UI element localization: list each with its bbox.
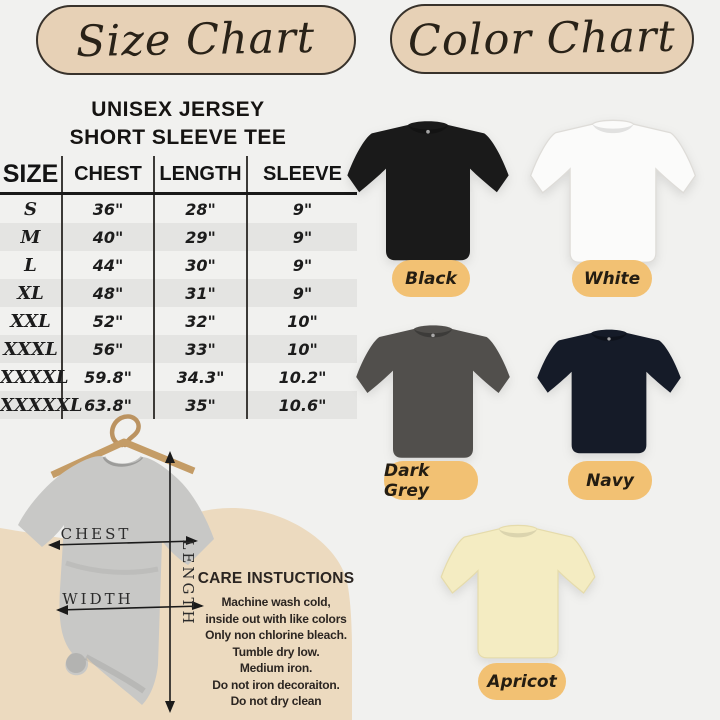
product-name-line1: UNISEX JERSEY <box>91 98 265 121</box>
cell: 10" <box>287 311 318 331</box>
size-table-header-row <box>0 156 357 194</box>
cell: 56" <box>62 335 154 363</box>
cell: 30" <box>154 251 247 279</box>
color-label-dark-grey: Dark Grey <box>384 461 478 500</box>
table-row <box>0 194 357 224</box>
care-line: Do not dry clean <box>230 694 322 708</box>
color-chart-title: Color Chart <box>407 11 677 67</box>
cell: 28" <box>154 194 247 224</box>
cell: 9" <box>292 199 313 219</box>
cell: 40" <box>62 223 154 251</box>
cell: 36" <box>62 194 154 224</box>
cell: L <box>0 251 62 279</box>
tee-swatch-apricot <box>438 509 598 669</box>
table-row <box>0 251 357 279</box>
table-row <box>0 363 357 391</box>
table-row <box>0 279 357 307</box>
cell: 59.8" <box>62 363 154 391</box>
size-chart-title-pill <box>36 5 356 75</box>
cell: 31" <box>154 279 247 307</box>
color-chart-title-pill <box>390 4 694 74</box>
care-line: Do not iron decoraiton. <box>212 677 340 692</box>
cell: M <box>0 223 62 251</box>
table-row <box>0 307 357 335</box>
cell: 44" <box>62 251 154 279</box>
neck-tag-dot <box>431 334 435 338</box>
cell: 29" <box>154 223 247 251</box>
color-label-black: Black <box>392 260 470 297</box>
cell: 48" <box>62 279 154 307</box>
col-header-length: LENGTH <box>154 156 247 194</box>
cell: 52" <box>62 307 154 335</box>
cell: XXXXXL <box>0 391 62 419</box>
table-row <box>0 335 357 363</box>
cell: XL <box>0 279 62 307</box>
cell: XXL <box>0 307 62 335</box>
width-measure-label: WIDTH <box>62 590 134 608</box>
cell: 32" <box>154 307 247 335</box>
length-measure-label: LENGTH <box>179 539 197 627</box>
neck-tag-dot <box>426 130 430 134</box>
col-header-sleeve: SLEEVE <box>247 156 357 194</box>
cell: 63.8" <box>62 391 154 419</box>
cell: 10.6" <box>278 395 327 415</box>
care-line: inside out with like colors <box>205 611 347 626</box>
chest-measure-label: CHEST <box>60 525 132 543</box>
care-instructions-panel <box>190 570 362 710</box>
color-label-navy: Navy <box>568 461 652 500</box>
cell: S <box>0 194 62 224</box>
cell: 33" <box>154 335 247 363</box>
cell: 10" <box>287 339 318 359</box>
neck-tag-dot <box>607 337 610 340</box>
color-label-white: White <box>572 260 652 297</box>
care-line: Only non chlorine bleach. <box>205 628 347 642</box>
cell: XXXL <box>0 335 62 363</box>
tee-swatch-black <box>344 108 512 268</box>
cell: 35" <box>154 391 247 419</box>
col-header-chest: CHEST <box>62 156 154 194</box>
cell: 10.2" <box>278 367 327 387</box>
care-instructions-title: CARE INSTUCTIONS <box>197 570 355 587</box>
tee-swatch-navy <box>532 318 686 460</box>
tee-swatch-dark-grey <box>350 313 516 465</box>
cell: 9" <box>292 227 313 247</box>
col-header-size: SIZE <box>0 156 62 194</box>
size-chart-title: Size Chart <box>76 12 316 68</box>
color-label-apricot: Apricot <box>478 663 566 700</box>
care-line: Machine wash cold, <box>221 595 331 609</box>
care-line: Medium iron. <box>239 661 313 675</box>
cell: XXXXL <box>0 363 62 391</box>
table-row <box>0 223 357 251</box>
cell: 9" <box>292 283 313 303</box>
cell: 9" <box>292 255 313 275</box>
product-name-line2: SHORT SLEEVE TEE <box>69 126 287 149</box>
size-table <box>0 156 357 419</box>
care-line: Tumble dry low. <box>232 644 320 659</box>
cell: 34.3" <box>154 363 247 391</box>
tee-swatch-white <box>524 107 702 270</box>
